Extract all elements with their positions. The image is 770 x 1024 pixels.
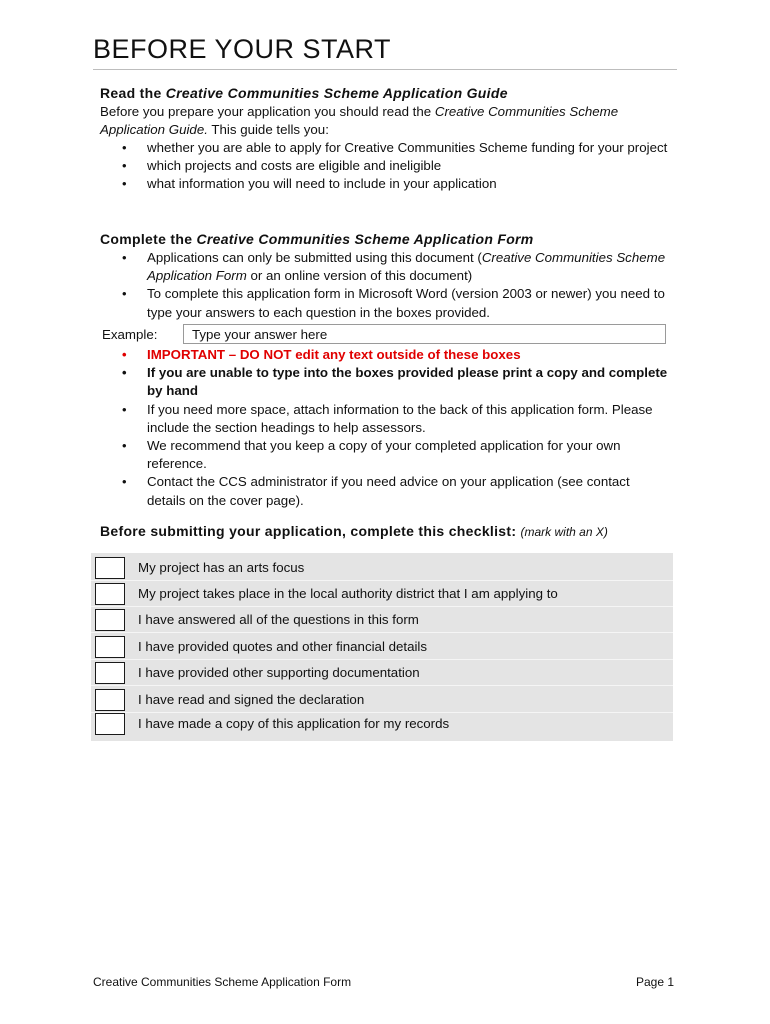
- checkbox[interactable]: [95, 689, 125, 711]
- example-answer-field[interactable]: Type your answer here: [183, 324, 666, 344]
- checklist-item-label: I have answered all of the questions in this form: [138, 612, 419, 627]
- list-item: • what information you will need to include in your application: [100, 175, 670, 193]
- checkbox[interactable]: [95, 609, 125, 631]
- checklist: [91, 553, 673, 741]
- checklist-item-label: My project takes place in the local authority district that I am applying to: [138, 586, 558, 601]
- list-item: • We recommend that you keep a copy of your completed application for your own reference.: [100, 437, 670, 473]
- checklist-row: [91, 710, 673, 736]
- print-notice: • If you are unable to type into the boxes provided please print a copy and complete by hand: [100, 364, 670, 400]
- checklist-heading: Before submitting your application, complete this checklist: (mark with an X): [100, 523, 608, 539]
- list-item: • To complete this application form in Microsoft Word (version 2003 or newer) you need to type your answers to each question in the boxes provided.: [100, 285, 670, 321]
- checklist-row: [91, 659, 673, 686]
- list-item: • whether you are able to apply for Creative Communities Scheme funding for your project: [100, 139, 670, 157]
- checklist-item-label: I have provided other supporting documentation: [138, 665, 420, 680]
- checkbox[interactable]: [95, 713, 125, 735]
- checkbox[interactable]: [95, 662, 125, 684]
- list-item: • Applications can only be submitted using this document (Creative Communities Scheme Application Form or an online version of this document): [100, 249, 670, 285]
- checkbox[interactable]: [95, 636, 125, 658]
- important-notice: • IMPORTANT – DO NOT edit any text outside of these boxes: [100, 346, 670, 364]
- title-divider: [93, 69, 677, 70]
- checklist-item-label: I have made a copy of this application for my records: [138, 716, 450, 731]
- footer-page-number: Page 1: [636, 975, 675, 989]
- checkbox[interactable]: [95, 583, 125, 605]
- checklist-row: [91, 686, 673, 713]
- example-label: Example:: [102, 327, 158, 342]
- section-heading-complete-form: Complete the Creative Communities Scheme Application Form: [100, 231, 534, 247]
- checklist-row: [91, 554, 673, 581]
- checklist-item-label: I have read and signed the declaration: [138, 692, 365, 707]
- guide-bullet-list: [100, 139, 670, 194]
- checklist-heading-note: (mark with an X): [520, 525, 608, 539]
- checklist-row: [91, 580, 673, 607]
- guide-intro-text: Before you prepare your application you should read the Creative Communities Scheme Application Guide. This guide tells you:: [100, 104, 619, 138]
- checklist-item-label: I have provided quotes and other financial details: [138, 639, 428, 654]
- list-item: • If you need more space, attach information to the back of this application form. Please include the section headings to help assessors.: [100, 401, 670, 437]
- list-item: • Contact the CCS administrator if you need advice on your application (see contact details on the cover page).: [100, 473, 670, 509]
- footer-document-title: Creative Communities Scheme Application Form: [93, 975, 352, 989]
- checklist-row: [91, 606, 673, 633]
- section-heading-read-guide: Read the Creative Communities Scheme Application Guide: [100, 85, 508, 101]
- instructions-bullet-list: [100, 346, 670, 510]
- checklist-row: [91, 633, 673, 660]
- checkbox[interactable]: [95, 557, 125, 579]
- checklist-item-label: My project has an arts focus: [138, 560, 305, 575]
- page-title: BEFORE YOUR START: [93, 34, 392, 64]
- form-bullet-list: [100, 249, 670, 322]
- list-item: • which projects and costs are eligible and ineligible: [100, 157, 670, 175]
